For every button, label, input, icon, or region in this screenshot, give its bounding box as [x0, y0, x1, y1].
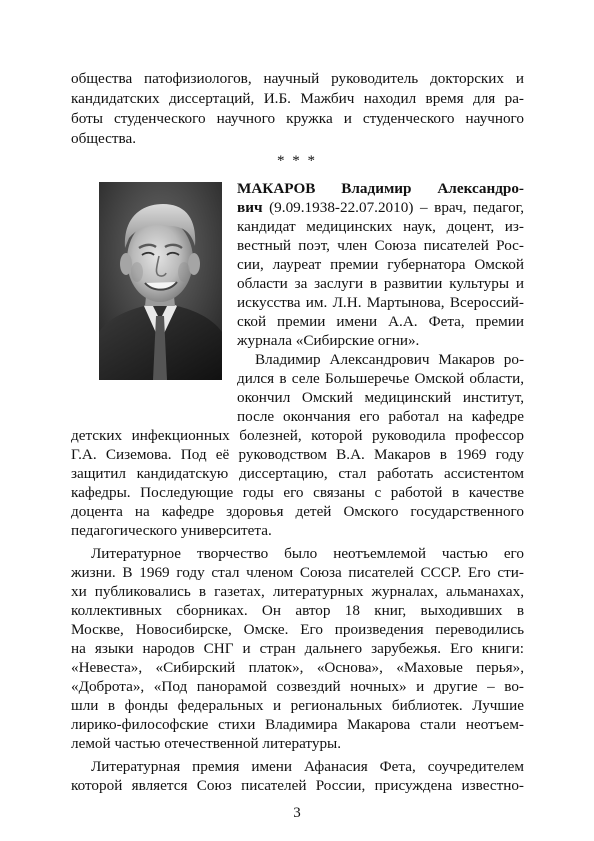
bio-line: журнала «Сибирские огни».: [237, 332, 420, 349]
para2-line: детских инфекционных болезней, которой руководила профессор: [71, 427, 524, 444]
para3-line: Москве, Новосибирске, Омске. Его произведения переводились: [71, 621, 524, 638]
portrait-photo: [99, 182, 222, 380]
para3-line: коллективных сборниках. Он автор 18 книг, выходивших в: [71, 602, 524, 619]
para2-line: педагогического университета.: [71, 522, 272, 539]
page-number: 3: [293, 805, 301, 821]
intro-line: боты студенческого научного кружка и студенческого научного: [71, 110, 524, 127]
para3-line: лемой частью отечественной литературы.: [71, 735, 342, 752]
para2-line: после окончания его работал на кафедре: [237, 408, 524, 425]
bio-name-cont: вич: [237, 199, 263, 216]
para4-line: Литературная премия имени Афанасия Фета, соучредителем: [91, 758, 524, 775]
intro-line: кандидатских диссертаций, И.Б. Мажбич находил время для ра-: [71, 90, 524, 107]
bio-line: кандидат медицинских наук, доцент, из-: [237, 218, 524, 235]
intro-line: общества патофизиологов, научный руководитель докторских и: [71, 70, 524, 87]
bio-name-line: [237, 180, 524, 199]
para2-line: защитил кандидатскую диссертацию, стал работать ассистентом: [71, 465, 524, 482]
bio-dates: (9.09.1938-22.07.2010) – врач, педагог,: [262, 199, 524, 216]
para3-line: шли в фонды федеральных и региональных библиотек. Лучшие: [71, 697, 524, 714]
para3-line: жизни. В 1969 году стал членом Союза писателей СССР. Его сти-: [71, 564, 524, 581]
para2-line: кафедры. Последующие годы его связаны с работой в качестве: [71, 484, 524, 501]
bio-line: области за заслуги в развитии культуры и: [237, 275, 524, 292]
portrait-photo-image: [99, 182, 222, 380]
para3-line: на языки народов СНГ и стран дальнего зарубежья. Его книги:: [71, 640, 524, 657]
para4-line: которой является Союз писателей России, присуждена известно-: [71, 777, 524, 794]
para3-line: хи публиковались в газетах, литературных журналах, альманахах,: [71, 583, 524, 600]
para3-line: лирико-философские стихи Владимира Макарова стали неотъем-: [71, 716, 524, 733]
intro-line: общества.: [71, 130, 137, 147]
para2-line: Г.А. Сиземова. Под её руководством В.А. Макаров в 1969 году: [71, 446, 524, 463]
para3-line: «Невеста», «Сибирский платок», «Основа», «Маховые перья»,: [71, 659, 524, 676]
bio-line: вестный поэт, член Союза писателей Рос-: [237, 237, 524, 254]
para2-line: дился в селе Большеречье Омской области,: [237, 370, 524, 387]
bio-dates-line: [237, 199, 524, 218]
section-separator: * * *: [277, 153, 317, 169]
bio-name: МАКАРОВ Владимир Александро-: [237, 180, 524, 197]
para2-line: доцента на кафедре здоровья детей Омского государственного: [71, 503, 524, 520]
bio-line: искусства им. Л.Н. Мартынова, Всероссий-: [237, 294, 524, 311]
para3-line: «Доброта», «Под панорамой созвездий ночных» и другие – во-: [71, 678, 524, 695]
para3-line: Литературное творчество было неотъемлемой частью его: [91, 545, 524, 562]
para2-line: Владимир Александрович Макаров ро-: [255, 351, 524, 368]
para2-line: окончил Омский медицинский институт,: [237, 389, 524, 406]
bio-line: сии, лауреат премии губернатора Омской: [237, 256, 524, 273]
bio-line: ской премии имени А.А. Фета, премии: [237, 313, 524, 330]
